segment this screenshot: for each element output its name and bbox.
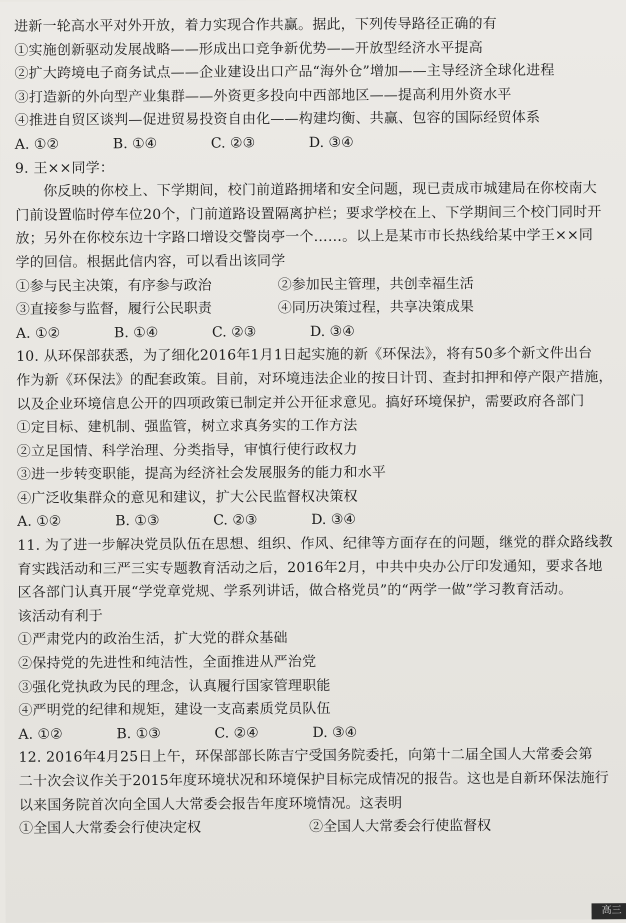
- q11-option-2: ②保持党的先进性和纯洁性，全面推进从严治党: [18, 654, 317, 672]
- q9-choice-d: D. ③④: [309, 323, 355, 340]
- q10-stem-line-1: 10. 从环保部获悉，为了细化2016年1月1日起实施的新《环保法》，将有50多个新文件出台: [16, 345, 593, 366]
- q11-choice-c: C. ②④: [214, 725, 259, 742]
- q9-title: 9. 王××同学：: [14, 159, 115, 177]
- q9-option-2: ②参加民主管理，共创幸福生活: [277, 275, 474, 293]
- q9-choice-a: A. ①②: [15, 325, 61, 342]
- q12-stem-line-1: 12. 2016年4月25日上午，环保部部长陈吉宁受国务院委托，向第十二届全国人大常委会第: [18, 746, 593, 767]
- q10-option-3: ③进一步转变职能，提高为经济社会发展服务的能力和水平: [16, 464, 387, 484]
- question-12: [19, 744, 622, 842]
- q8-choice-a: A. ①②: [14, 136, 60, 153]
- q8-option-1: ①实施创新驱动发展战略——形成出口竞争新优势——开放型经济水平提高: [14, 39, 483, 59]
- q8-stem-tail: 进新一轮高水平对外开放，着力实现合作共赢。据此，下列传导路径正确的有: [14, 15, 498, 35]
- q11-stem-line-3: 区各部门认真开展“学党章党规、学系列讲话，做合格党员”的“两学一做”学习教育活动。: [17, 581, 573, 602]
- q9-choice-b: B. ①④: [113, 324, 159, 341]
- q8-choice-c: C. ②③: [210, 135, 256, 152]
- q11-choice-b: B. ①③: [116, 725, 161, 743]
- q10-choice-a: A. ①②: [17, 514, 62, 531]
- q11-option-1: ①严肃党内的政治生活，扩大党的群众基础: [17, 630, 288, 649]
- q9-choice-c: C. ②③: [211, 324, 257, 341]
- q10-choice-b: B. ①③: [115, 513, 160, 530]
- q8-choice-b: B. ①④: [112, 135, 158, 153]
- q8-option-2: ②扩大跨境电子商务试点——企业建设出口产品“海外仓”增加——主导经济全球化进程: [14, 62, 555, 83]
- q9-option-3: ③直接参与监督，履行公民职责: [15, 300, 212, 318]
- q8-option-3: ③打造新的外向型产业集群——外资更多投向中西部地区——提高利用外资水平: [14, 86, 512, 106]
- q10-choice-c: C. ②③: [213, 512, 258, 530]
- q11-stem-line-4: 该活动有利于: [17, 608, 104, 625]
- q8-option-4: ④推进自贸区谈判—促进贸易投资自由化——构建均衡、共赢、包容的国际经贸体系: [14, 109, 541, 130]
- q9-option-4: ④同历决策过程，共享决策成果: [277, 299, 474, 317]
- q9-option-1: ①参与民主决策，有序参与政治: [15, 277, 212, 295]
- q11-option-4: ④严明党的纪律和规矩，建设一支高素质党员队伍: [18, 701, 331, 720]
- q11-choice-d: D. ③④: [312, 724, 358, 741]
- corner-page-tag: 高三: [592, 903, 626, 919]
- question-9: [15, 154, 618, 346]
- q8-choice-d: D. ③④: [308, 134, 354, 151]
- q11-choice-a: A. ①②: [18, 726, 63, 743]
- question-11: [17, 531, 620, 747]
- q11-option-3: ③强化党执政为民的理念，认真履行国家管理职能: [18, 677, 331, 696]
- q10-stem-line-3: 以及企业环境信息公开的四项政策已制定并公开征求意见。搞好环境保护，需要政府各部门: [16, 392, 585, 413]
- q9-stem-line-4: 学的回信。根据此信内容，可以看出该同学: [15, 253, 286, 271]
- q12-stem-line-2: 二十次会议作关于2015年度环境状况和环境保护目标完成情况的报告。这也是自新环保法施行: [18, 770, 610, 790]
- q10-stem-line-2: 作为新《环保法》的配套政策。目前，对环境违法企业的按日计罚、查封扣押和停产限产措施，: [16, 369, 613, 389]
- q12-option-1: ①全国人大常委会行使决定权: [19, 819, 202, 837]
- q12-options-row-1: [19, 814, 621, 841]
- q10-option-2: ②立足国情、科学治理、分类指导，审慎行使行政权力: [16, 441, 358, 460]
- q9-stem-line-3: 放；另外在你校东边十字路口增设交警岗亭一个……。以上是某市市长热线给某中学王××同: [15, 227, 594, 248]
- question-10: [16, 342, 619, 534]
- q9-stem-line-2: 门前设置临时停车位20个，门前道路设置隔离护栏；要求学校在上、下学期间三个校门同时开: [15, 203, 602, 224]
- q12-stem-line-3: 以来国务院首次向全国人大常委会报告年度环境情况。这表明: [18, 795, 403, 814]
- q10-option-1: ①定目标、建机制、强监管，树立求真务实的工作方法: [16, 417, 358, 436]
- q10-choice-d: D. ③④: [311, 512, 356, 529]
- q10-option-4: ④广泛收集群众的意见和建议，扩大公民监督权决策权: [16, 488, 358, 507]
- q11-stem-line-2: 育实践活动和三严三实专题教育活动之后，2016年2月，中共中央办公厅印发通知，要求各地: [17, 557, 603, 578]
- q12-option-2: ②全国人大常委会行使监督权: [309, 818, 492, 836]
- q11-stem-line-1: 11. 为了进一步解决党员队伍在思想、组织、作风、纪律等方面存在的问题，继党的群众路线教: [17, 534, 613, 554]
- question-8-tail: [14, 12, 617, 157]
- q9-stem-line-1: 你反映的你校上、下学期间，校门前道路拥堵和安全问题，现已责成市城建局在你校南大: [43, 180, 598, 200]
